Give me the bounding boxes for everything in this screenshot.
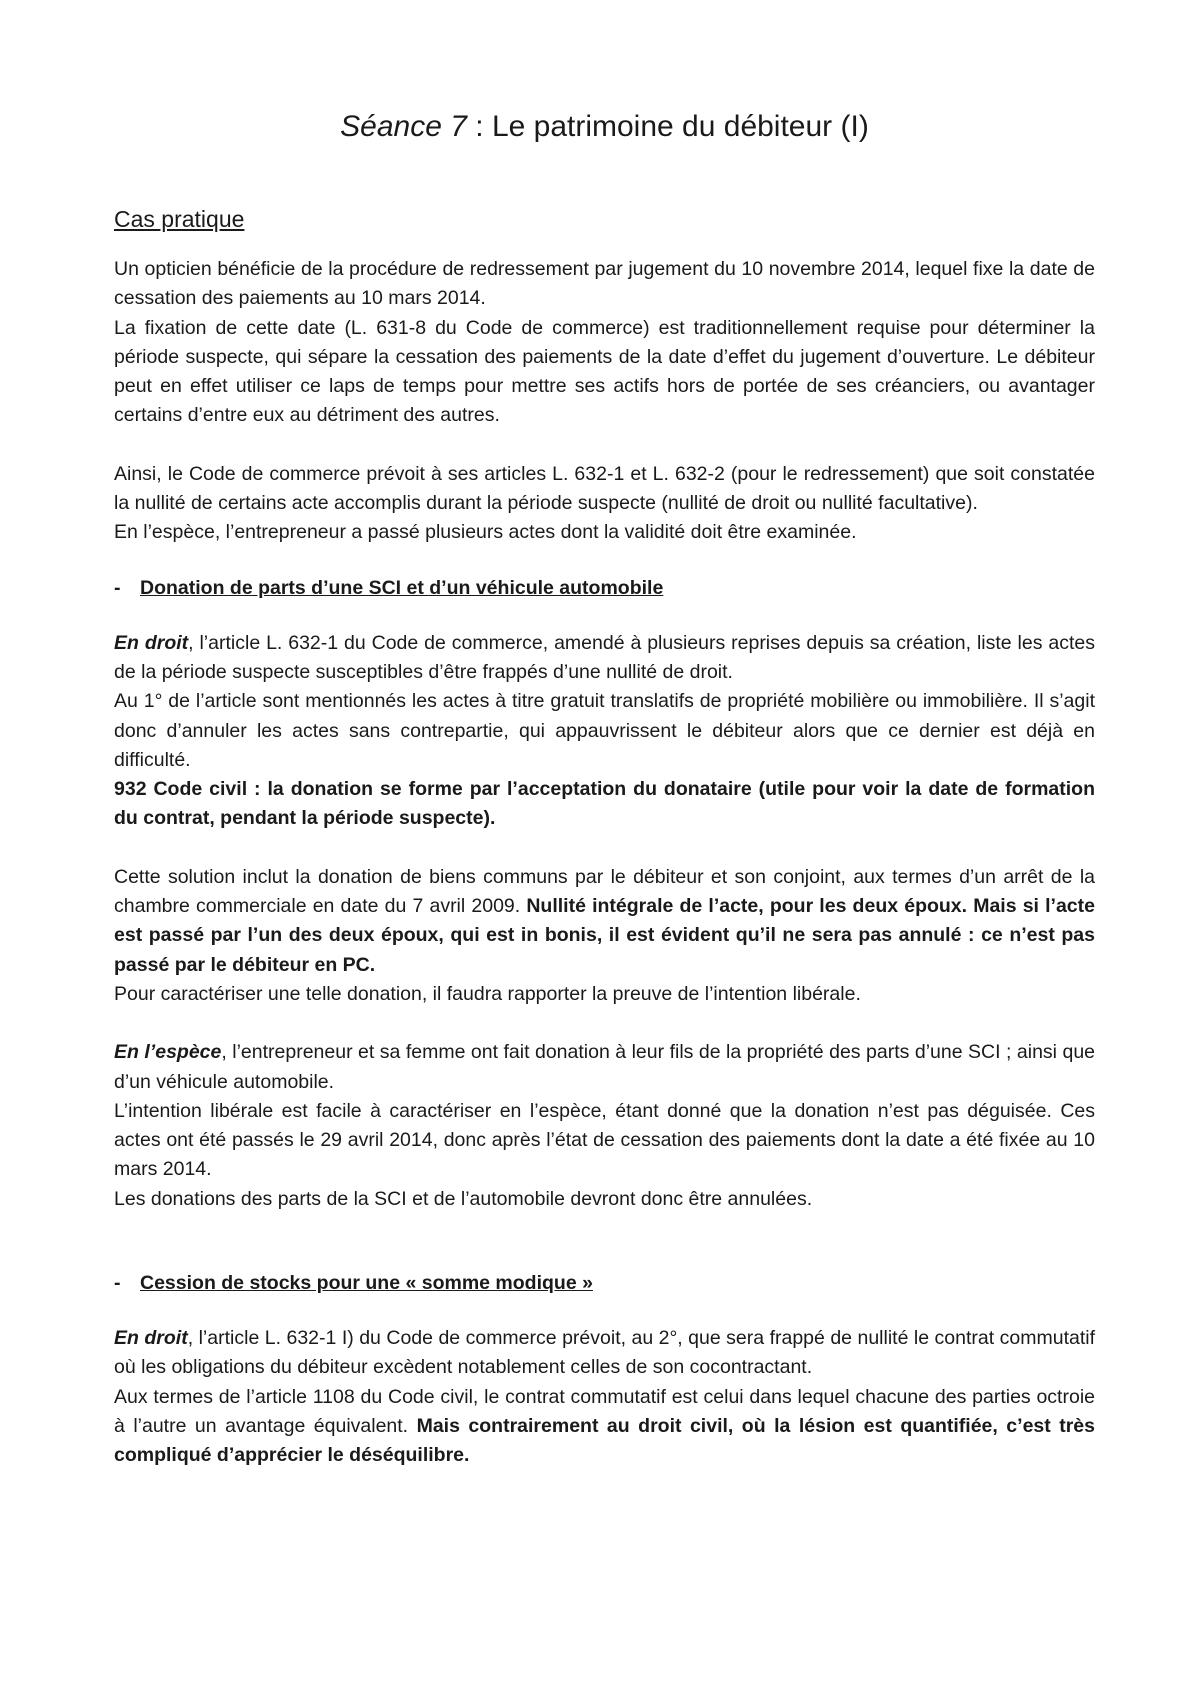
part1-p3-bold: 932 Code civil : la donation se forme par l’acceptation du donataire (utile pour voir la date de formation du contrat, pendant la période suspecte). (114, 778, 1095, 830)
part1-p6-text: , l’entrepreneur et sa femme ont fait donation à leur fils de la propriété des parts d’une SCI ; ainsi que d’un véhicule automobile. (114, 1041, 1096, 1093)
title-rest: : Le patrimoine du débiteur (I) (466, 110, 869, 143)
part1-paragraph-5: Pour caractériser une telle donation, il faudra rapporter la preuve de l’intention libérale. (114, 982, 861, 1005)
part1-p4-bold: Nullité intégrale de l’acte, pour les deux époux. Mais si l’acte est passé par l’un des deux époux, qui est in bonis, il est évident qu’il ne sera pas annulé : ce n’est pas passé par le débiteur en PC. (114, 895, 1095, 976)
part1-paragraph-1 (114, 629, 1095, 688)
part1-lead: En droit (114, 631, 189, 654)
part1-paragraph-3 (114, 775, 1095, 834)
part2-dash: - (114, 1272, 121, 1295)
part2-p2-text: Aux termes de l’article 1108 du Code civil, le contrat commutatif est celui dans lequel chacune des parties octroie à l’autre un avantage équivalent. (114, 1385, 1095, 1437)
part1-p4-text: Cette solution inclut la donation de biens communs par le débiteur et son conjoint, aux termes d’un arrêt de la chambre commerciale en date du 7 avril 2009. (114, 865, 1095, 918)
part1-paragraph-7: L’intention libérale est facile à caractériser en l’espèce, étant donné que la donation n’est pas déguisée. Ces actes ont été passés le 29 avril 2014, donc après l’état de cessation des paiements dont la date a été fixée au 10 mars 2014. (114, 1099, 1095, 1181)
part2-p2-bold: Mais contrairement au droit civil, où la lésion est quantifiée, c’est très compliqué d’apprécier le déséquilibre. (114, 1414, 1095, 1467)
intro-paragraph-2: La fixation de cette date (L. 631-8 du Code de commerce) est traditionnellement requise pour déterminer la période suspecte, qui sépare la cessation des paiements de la date d’effet du jugement d’ouverture. Le débiteur peut en effet utiliser ce laps de temps pour mettre ses actifs hors de portée de ses créanciers, ou avantager certains d’entre eux au détriment des autres. (114, 316, 1095, 427)
part1-dash: - (114, 576, 121, 599)
page-title (114, 110, 1095, 144)
part2-heading (114, 1272, 1095, 1295)
part1-paragraph-8: Les donations des parts de la SCI et de l’automobile devront donc être annulées. (114, 1187, 813, 1210)
part1-heading-text: Donation de parts d’une SCI et d’un véhicule automobile (140, 576, 664, 599)
intro-paragraph-1: Un opticien bénéficie de la procédure de redressement par jugement du 10 novembre 2014, lequel fixe la date de cessation des paiements au 10 mars 2014. (114, 258, 1095, 310)
part2-lead: En droit (114, 1327, 188, 1350)
section-heading: Cas pratique (114, 206, 245, 232)
part2-p1-text: , l’article L. 632-1 I) du Code de commerce prévoit, au 2°, que sera frappé de nullité le contrat commutatif où les obligations du débiteur excèdent notablement celles de son cocontractant. (114, 1327, 1095, 1379)
part2-paragraph-1 (114, 1324, 1095, 1383)
title-session: Séance 7 (340, 110, 467, 143)
part1-lead-2: En l’espèce (114, 1041, 222, 1064)
part1-paragraph-6 (114, 1038, 1095, 1097)
intro-paragraph-4: En l’espèce, l’entrepreneur a passé plusieurs actes dont la validité doit être examinée. (114, 521, 857, 544)
part1-paragraph-2: Au 1° de l’article sont mentionnés les actes à titre gratuit translatifs de propriété mobilière ou immobilière. Il s’agit donc d’annuler les actes sans contrepartie, qui appauvrissent le débiteur alors que ce dernier est déjà en difficulté. (114, 690, 1095, 771)
part2-paragraph-2 (114, 1383, 1095, 1471)
intro-paragraph-3: Ainsi, le Code de commerce prévoit à ses articles L. 632-1 et L. 632-2 (pour le redressement) que soit constatée la nullité de certains acte accomplis durant la période suspecte (nullité de droit ou nullité facultative). (114, 462, 1095, 515)
part1-p1-text: , l’article L. 632-1 du Code de commerce, amendé à plusieurs reprises depuis sa création, liste les actes de la période suspecte susceptibles d’être frappés d’une nullité de droit. (114, 631, 1095, 683)
part1-paragraph-4 (114, 863, 1095, 980)
part1-heading (114, 577, 1095, 600)
part2-heading-text: Cession de stocks pour une « somme modique » (140, 1272, 593, 1295)
